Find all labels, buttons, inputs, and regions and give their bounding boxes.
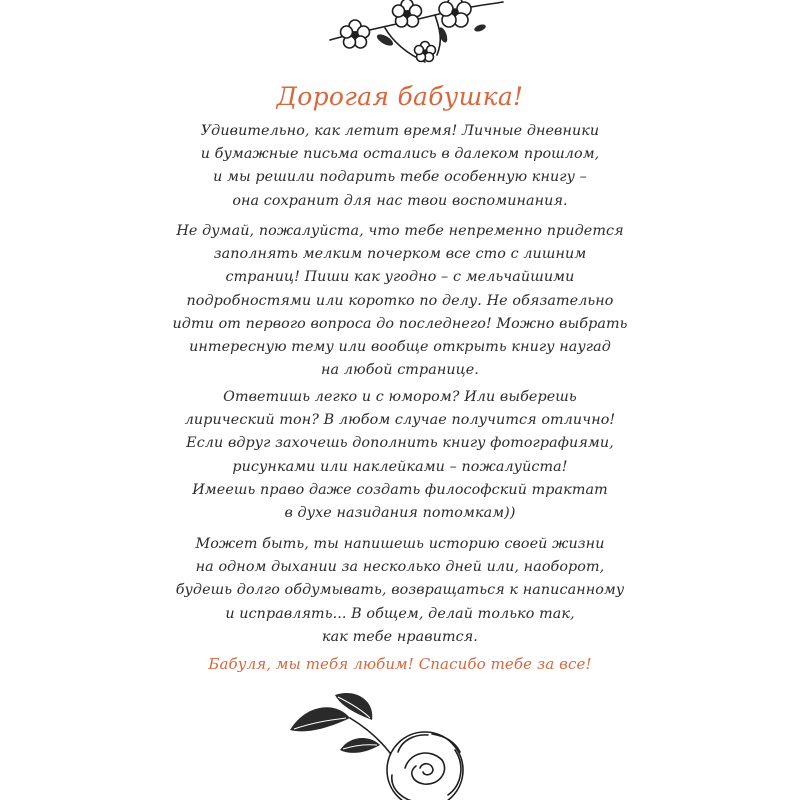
text-line: Может быть, ты напишешь историю своей жизни	[195, 536, 605, 552]
text-line: и бумажные письма остались в далеком прошлом,	[200, 146, 600, 163]
rose-with-leaves-icon	[280, 690, 470, 800]
paragraph-1	[150, 120, 650, 213]
text-line: Если вдруг захочешь дополнить книгу фотографиями,	[186, 435, 614, 452]
paragraph-2	[150, 220, 650, 382]
cherry-blossom-branch-icon	[325, 0, 505, 70]
text-line: интересную тему или вообще открыть книгу наугад	[189, 339, 611, 356]
text-line: и исправлять... В общем, делай только так,	[225, 605, 575, 622]
text-line: как тебе нравится.	[322, 628, 478, 645]
text-line: Не думай, пожалуйста, что тебе непременно придется	[176, 223, 624, 239]
text-line: страниц! Пиши как угодно – с мельчайшими	[225, 269, 575, 286]
text-line: подробностями или коротко по делу. Не обязательно	[186, 292, 614, 309]
text-line: Ответишь легко и с юмором? Или выберешь	[223, 389, 577, 405]
text-line: идти от первого вопроса до последнего! Можно выбрать	[172, 315, 628, 332]
text-line: лирический тон? В любом случае получится отлично!	[184, 412, 616, 429]
text-line: Имеешь право даже создать философский трактат	[192, 481, 608, 498]
letter-closing: Бабуля, мы тебя любим! Спасибо тебе за все!	[208, 655, 592, 673]
paragraph-3	[150, 386, 650, 525]
text-line: рисунками или наклейками – пожалуйста!	[232, 458, 568, 475]
text-line: в духе назидания потомкам))	[284, 505, 516, 522]
text-line: она сохранит для нас твои воспоминания.	[232, 192, 568, 209]
text-line: Удивительно, как летит время! Личные дневники	[200, 123, 600, 139]
text-line: будешь долго обдумывать, возвращаться к написанному	[175, 582, 625, 599]
paragraph-4	[150, 533, 650, 649]
text-line: и мы решили подарить тебе особенную книгу –	[213, 169, 587, 186]
text-line: заполнять мелким почерком все сто с лишним	[213, 246, 587, 263]
text-line: на одном дыхании за несколько дней или, наоборот,	[195, 559, 605, 576]
text-line: на любой странице.	[321, 362, 479, 379]
letter-title: Дорогая бабушка!	[276, 82, 524, 111]
